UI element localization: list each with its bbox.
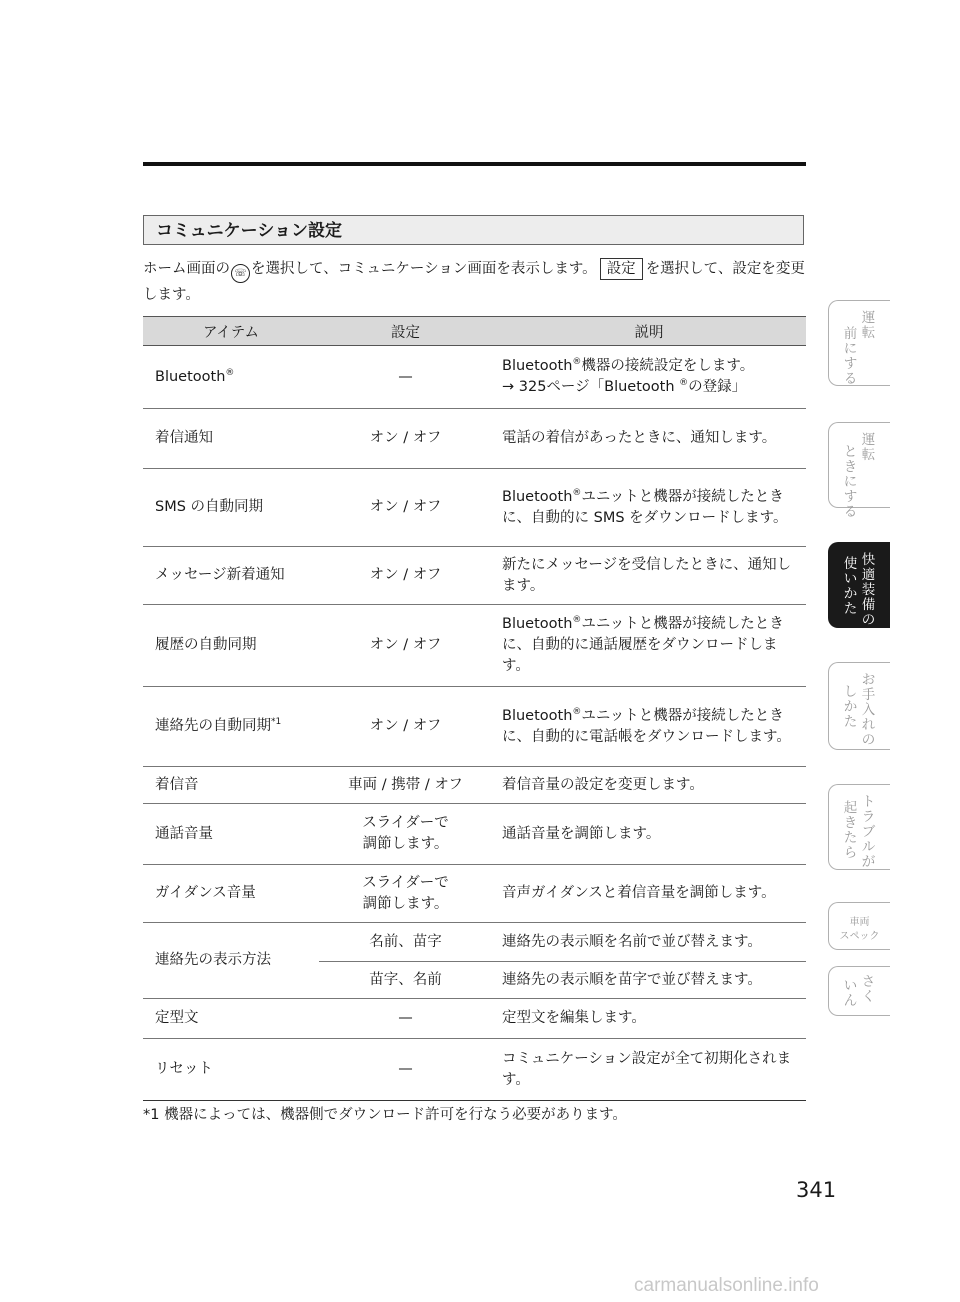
intro-text: [143, 257, 813, 308]
tab-label-col2: 使いかた: [843, 556, 858, 617]
table-row: [143, 687, 806, 767]
header-setting: 設定: [319, 317, 492, 346]
row-description: 連絡先の表示順を名前で並び替えます。: [492, 923, 806, 962]
row-setting: オン / オフ: [319, 687, 492, 767]
row-item: メッセージ新着通知: [143, 547, 319, 605]
tab-vehicle-specs[interactable]: [828, 902, 890, 950]
intro-part3: を選択して、設定を変更します。: [143, 261, 805, 303]
row-setting: スライダーで 調節します。: [319, 865, 492, 923]
footnote: *1 機器によっては、機器側でダウンロード許可を行なう必要があります。: [143, 1107, 627, 1123]
tab-label-col1: さく: [861, 974, 876, 1005]
row-description: 電話の着信があったときに、通知します。: [492, 409, 806, 469]
row-setting: —: [319, 999, 492, 1039]
tab-comfort-features[interactable]: [828, 542, 890, 628]
tab-troubleshooting[interactable]: [828, 784, 890, 870]
tab-label-col1: お手入れの: [861, 672, 876, 748]
row-item: 連絡先の自動同期$^{*1}$: [143, 687, 319, 767]
tab-label-line1: 車両: [849, 917, 870, 928]
tab-label-col1: トラブルが: [861, 794, 876, 870]
row-item: 着信通知: [143, 409, 319, 469]
row-description: 新たにメッセージを受信したときに、通知します。: [492, 547, 806, 605]
header-description: 説明: [492, 317, 806, 346]
row-setting: オン / オフ: [319, 605, 492, 687]
row-setting: 車両 / 携帯 / オフ: [319, 767, 492, 804]
row-description: Bluetooth®ユニットと機器が接続したときに、自動的に電話帳をダウンロードします。: [492, 687, 806, 767]
row-setting: オン / オフ: [319, 409, 492, 469]
row-item: リセット: [143, 1039, 319, 1101]
row-setting: 名前、苗字: [319, 923, 492, 962]
table-row: [143, 865, 806, 923]
table-row: [143, 923, 806, 962]
tab-label-col2: 起きたら: [843, 800, 858, 861]
row-item: Bluetooth®: [143, 346, 319, 409]
tab-label-col2: いん: [843, 978, 858, 1009]
section-title: コミュニケーション設定: [143, 215, 804, 245]
table-row: [143, 767, 806, 804]
row-description: 連絡先の表示順を苗字で並び替えます。: [492, 962, 806, 999]
tab-label-col1: 運転: [861, 310, 876, 341]
row-description: コミュニケーション設定が全て初期化されます。: [492, 1039, 806, 1101]
settings-table: [143, 316, 806, 1101]
table-header-row: [143, 317, 806, 346]
row-item: 履歴の自動同期: [143, 605, 319, 687]
watermark: carmanualsonline.info: [634, 1275, 819, 1296]
row-setting: オン / オフ: [319, 547, 492, 605]
row-description: Bluetooth®ユニットと機器が接続したときに、自動的に SMS をダウンロードします。: [492, 469, 806, 547]
row-item: ガイダンス音量: [143, 865, 319, 923]
table-row: [143, 999, 806, 1039]
table-row: [143, 547, 806, 605]
tab-label-line2: スペック: [839, 931, 880, 942]
row-setting: オン / オフ: [319, 469, 492, 547]
table-row: [143, 1039, 806, 1101]
tab-label-col1: 運転: [861, 432, 876, 463]
table-row: [143, 804, 806, 865]
row-item: 着信音: [143, 767, 319, 804]
row-setting: スライダーで 調節します。: [319, 804, 492, 865]
table-row: [143, 346, 806, 409]
intro-part1: ホーム画面の: [143, 261, 230, 277]
settings-key-label: 設定: [600, 258, 643, 280]
tab-while-driving[interactable]: [828, 422, 890, 520]
row-setting: —: [319, 1039, 492, 1101]
row-description: 音声ガイダンスと着信音量を調節します。: [492, 865, 806, 923]
row-description: 定型文を編集します。: [492, 999, 806, 1039]
page-number: 341: [796, 1178, 837, 1202]
tab-maintenance[interactable]: [828, 662, 890, 750]
row-description: 着信音量の設定を変更します。: [492, 767, 806, 804]
tab-index[interactable]: [828, 966, 890, 1016]
row-description: Bluetooth®機器の接続設定をします。 → 325ページ「Bluetooth ®の登録」: [492, 346, 806, 409]
header-item: アイテム: [143, 317, 319, 346]
row-item: 連絡先の表示方法: [143, 923, 319, 999]
tab-before-driving[interactable]: [828, 300, 890, 386]
table-row: [143, 409, 806, 469]
intro-part2: を選択して、コミュニケーション画面を表示します。: [251, 261, 597, 277]
top-rule: [143, 162, 806, 166]
row-description: 通話音量を調節します。: [492, 804, 806, 865]
tab-label-col1: 快適装備の: [861, 552, 876, 628]
phone-icon: ☏: [231, 264, 250, 283]
row-item: SMS の自動同期: [143, 469, 319, 547]
row-setting: —: [319, 346, 492, 409]
row-item: 通話音量: [143, 804, 319, 865]
tab-label-col2: 前にする: [843, 326, 858, 387]
table-row: [143, 605, 806, 687]
row-description: Bluetooth®ユニットと機器が接続したときに、自動的に通話履歴をダウンロードします。: [492, 605, 806, 687]
tab-label-col2: ときにする: [843, 444, 858, 520]
row-item: 定型文: [143, 999, 319, 1039]
tab-label-col2: しかた: [843, 684, 858, 730]
table-row: [143, 469, 806, 547]
row-setting: 苗字、名前: [319, 962, 492, 999]
